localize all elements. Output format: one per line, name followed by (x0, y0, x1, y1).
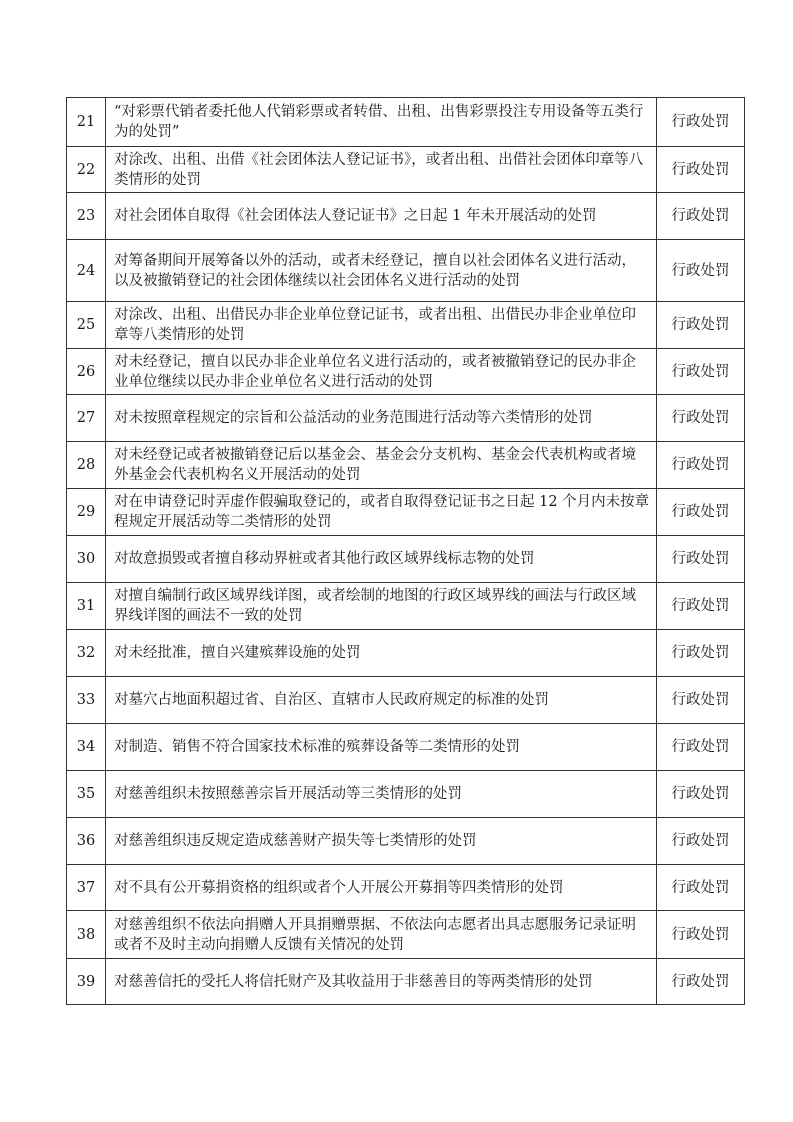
penalty-item: 对擅自编制行政区域界线详图，或者绘制的地图的行政区域界线的画法与行政区域界线详图的画法不一致的处罚 (106, 583, 657, 630)
row-number: 39 (67, 959, 106, 1005)
row-number: 24 (67, 240, 106, 302)
row-number: 30 (67, 536, 106, 583)
penalty-type: 行政处罚 (657, 240, 745, 302)
table-row (67, 724, 745, 771)
row-number: 21 (67, 98, 106, 147)
penalty-item: 对在申请登记时弄虚作假骗取登记的，或者自取得登记证书之日起 12 个月内未按章程规定开展活动等二类情形的处罚 (106, 489, 657, 536)
penalty-item: 对未经登记或者被撤销登记后以基金会、基金会分支机构、基金会代表机构或者境外基金会代表机构名义开展活动的处罚 (106, 442, 657, 489)
row-number: 34 (67, 724, 106, 771)
penalty-type: 行政处罚 (657, 98, 745, 147)
table-row (67, 677, 745, 724)
row-number: 22 (67, 147, 106, 193)
penalty-type: 行政处罚 (657, 865, 745, 911)
row-number: 32 (67, 630, 106, 677)
table-row (67, 536, 745, 583)
table-row (67, 240, 745, 302)
row-number: 35 (67, 771, 106, 818)
penalty-type: 行政处罚 (657, 583, 745, 630)
penalty-item: 对不具有公开募捐资格的组织或者个人开展公开募捐等四类情形的处罚 (106, 865, 657, 911)
row-number: 31 (67, 583, 106, 630)
table-row (67, 911, 745, 959)
penalty-type: 行政处罚 (657, 818, 745, 865)
penalty-item: 对筹备期间开展筹备以外的活动，或者未经登记，擅自以社会团体名义进行活动，以及被撤销登记的社会团体继续以社会团体名义进行活动的处罚 (106, 240, 657, 302)
penalty-type: 行政处罚 (657, 302, 745, 349)
row-number: 25 (67, 302, 106, 349)
penalty-item: 对未经登记，擅自以民办非企业单位名义进行活动的，或者被撤销登记的民办非企业单位继续以民办非企业单位名义进行活动的处罚 (106, 349, 657, 395)
penalty-type: 行政处罚 (657, 724, 745, 771)
table-row (67, 349, 745, 395)
row-number: 28 (67, 442, 106, 489)
penalty-item: 对涂改、出租、出借民办非企业单位登记证书，或者出租、出借民办非企业单位印章等八类情形的处罚 (106, 302, 657, 349)
penalty-type: 行政处罚 (657, 193, 745, 240)
table-row (67, 818, 745, 865)
penalty-type: 行政处罚 (657, 536, 745, 583)
penalty-type: 行政处罚 (657, 147, 745, 193)
row-number: 29 (67, 489, 106, 536)
row-number: 38 (67, 911, 106, 959)
penalty-item: 对故意损毁或者擅自移动界桩或者其他行政区域界线标志物的处罚 (106, 536, 657, 583)
penalty-item: 对未经批准，擅自兴建殡葬设施的处罚 (106, 630, 657, 677)
table-row (67, 98, 745, 147)
penalty-type: 行政处罚 (657, 911, 745, 959)
penalty-type: 行政处罚 (657, 959, 745, 1005)
table-row (67, 442, 745, 489)
penalty-type: 行政处罚 (657, 395, 745, 442)
row-number: 26 (67, 349, 106, 395)
penalty-item: 对慈善组织不依法向捐赠人开具捐赠票据、不依法向志愿者出具志愿服务记录证明或者不及时主动向捐赠人反馈有关情况的处罚 (106, 911, 657, 959)
penalty-item: 对制造、销售不符合国家技术标准的殡葬设备等二类情形的处罚 (106, 724, 657, 771)
penalty-item: “对彩票代销者委托他人代销彩票或者转借、出租、出售彩票投注专用设备等五类行为的处罚” (106, 98, 657, 147)
table-row (67, 771, 745, 818)
penalty-type: 行政处罚 (657, 442, 745, 489)
row-number: 27 (67, 395, 106, 442)
penalty-item: 对未按照章程规定的宗旨和公益活动的业务范围进行活动等六类情形的处罚 (106, 395, 657, 442)
row-number: 37 (67, 865, 106, 911)
table-row (67, 302, 745, 349)
penalty-item: 对慈善组织违反规定造成慈善财产损失等七类情形的处罚 (106, 818, 657, 865)
penalty-table (66, 97, 745, 1005)
table-row (67, 193, 745, 240)
table-row (67, 959, 745, 1005)
table-row (67, 583, 745, 630)
penalty-type: 行政处罚 (657, 677, 745, 724)
penalty-item: 对社会团体自取得《社会团体法人登记证书》之日起 1 年未开展活动的处罚 (106, 193, 657, 240)
penalty-type: 行政处罚 (657, 349, 745, 395)
table-row (67, 865, 745, 911)
table-row (67, 489, 745, 536)
penalty-item: 对慈善组织未按照慈善宗旨开展活动等三类情形的处罚 (106, 771, 657, 818)
table-row (67, 395, 745, 442)
penalty-type: 行政处罚 (657, 489, 745, 536)
penalty-item: 对墓穴占地面积超过省、自治区、直辖市人民政府规定的标准的处罚 (106, 677, 657, 724)
penalty-type: 行政处罚 (657, 630, 745, 677)
table-row (67, 630, 745, 677)
penalty-item: 对慈善信托的受托人将信托财产及其收益用于非慈善目的等两类情形的处罚 (106, 959, 657, 1005)
penalty-type: 行政处罚 (657, 771, 745, 818)
table-row (67, 147, 745, 193)
row-number: 36 (67, 818, 106, 865)
row-number: 23 (67, 193, 106, 240)
row-number: 33 (67, 677, 106, 724)
penalty-item: 对涂改、出租、出借《社会团体法人登记证书》，或者出租、出借社会团体印章等八类情形的处罚 (106, 147, 657, 193)
